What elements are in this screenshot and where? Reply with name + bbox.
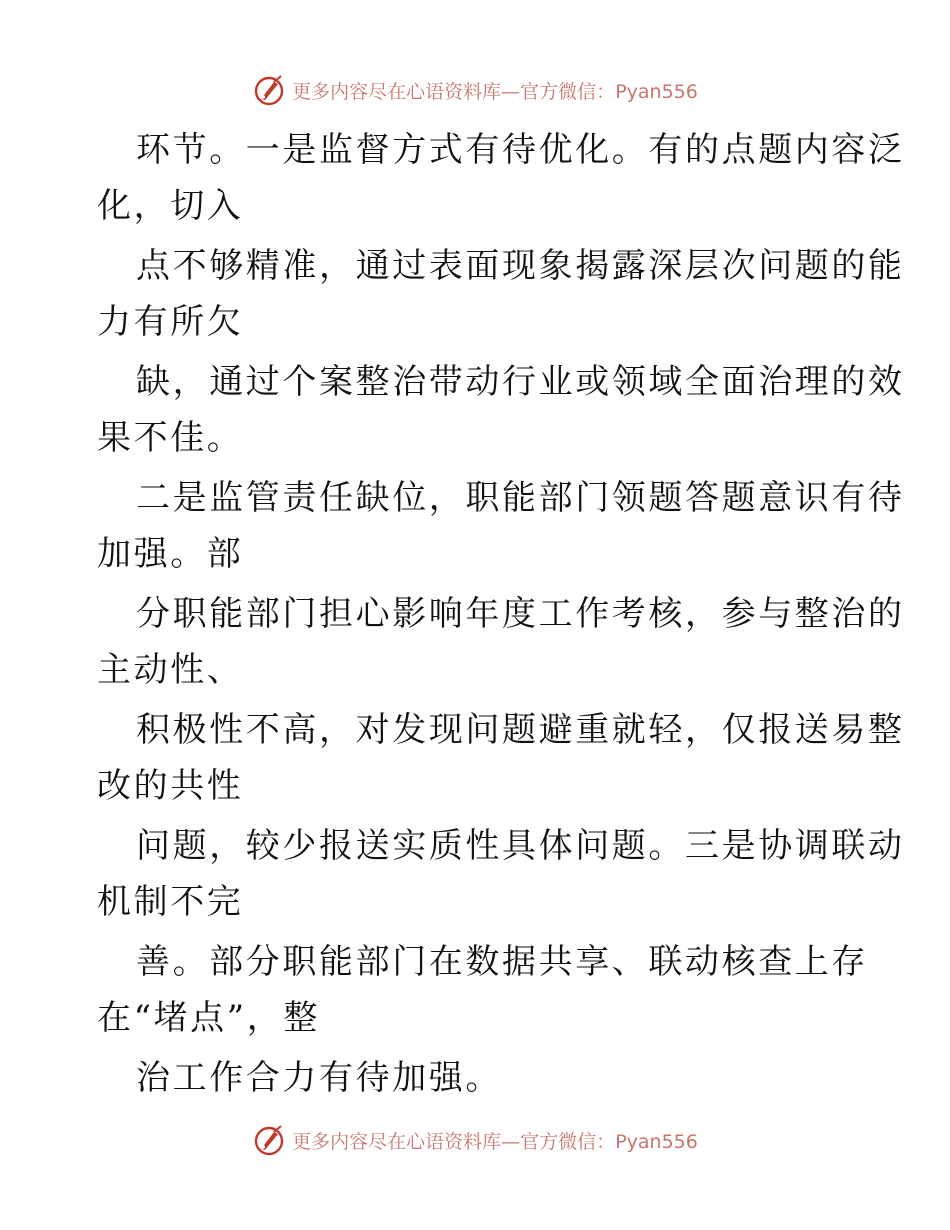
text-line: 缺，通过个案整治带动行业或领域全面治理的效: [136, 362, 905, 402]
text-line: 二是监管责任缺位，职能部门领题答题意识有待: [136, 478, 905, 518]
watermark-wechat-id: Pyan556: [615, 1130, 698, 1153]
text-line: 环节。一是监督方式有待优化。有的点题内容泛: [136, 130, 905, 170]
text-line: 在“堵点”，整: [97, 998, 320, 1038]
text-line: 善。部分职能部门在数据共享、联动核查上存: [136, 942, 868, 982]
watermark-wechat-id: Pyan556: [615, 80, 698, 103]
watermark-official-label: 官方微信：: [520, 80, 616, 103]
watermark-dash: —: [501, 1130, 521, 1153]
text-line: 机制不完: [97, 882, 244, 922]
text-line: 果不佳。: [97, 418, 244, 458]
quill-pen-logo-icon: [252, 1123, 286, 1157]
header-watermark: [0, 70, 950, 110]
text-line: 治工作合力有待加强。: [136, 1058, 502, 1098]
watermark-official-label: 官方微信：: [520, 1130, 616, 1153]
text-line: 力有所欠: [97, 302, 244, 342]
footer-watermark: [0, 1120, 950, 1160]
text-line: 主动性、: [97, 650, 244, 690]
text-line: 加强。部: [97, 534, 244, 574]
quill-pen-logo-icon: [252, 73, 286, 107]
text-line: 分职能部门担心影响年度工作考核，参与整治的: [136, 594, 905, 634]
text-line: 化，切入: [97, 186, 244, 226]
watermark-site-text: 更多内容尽在心语资料库: [292, 80, 502, 103]
text-line: 改的共性: [97, 766, 244, 806]
watermark-site-text: 更多内容尽在心语资料库: [292, 1130, 502, 1153]
watermark-dash: —: [501, 80, 521, 103]
text-line: 问题，较少报送实质性具体问题。三是协调联动: [136, 826, 905, 866]
text-line: 点不够精准，通过表面现象揭露深层次问题的能: [136, 246, 905, 286]
text-line: 积极性不高，对发现问题避重就轻，仅报送易整: [136, 710, 905, 750]
